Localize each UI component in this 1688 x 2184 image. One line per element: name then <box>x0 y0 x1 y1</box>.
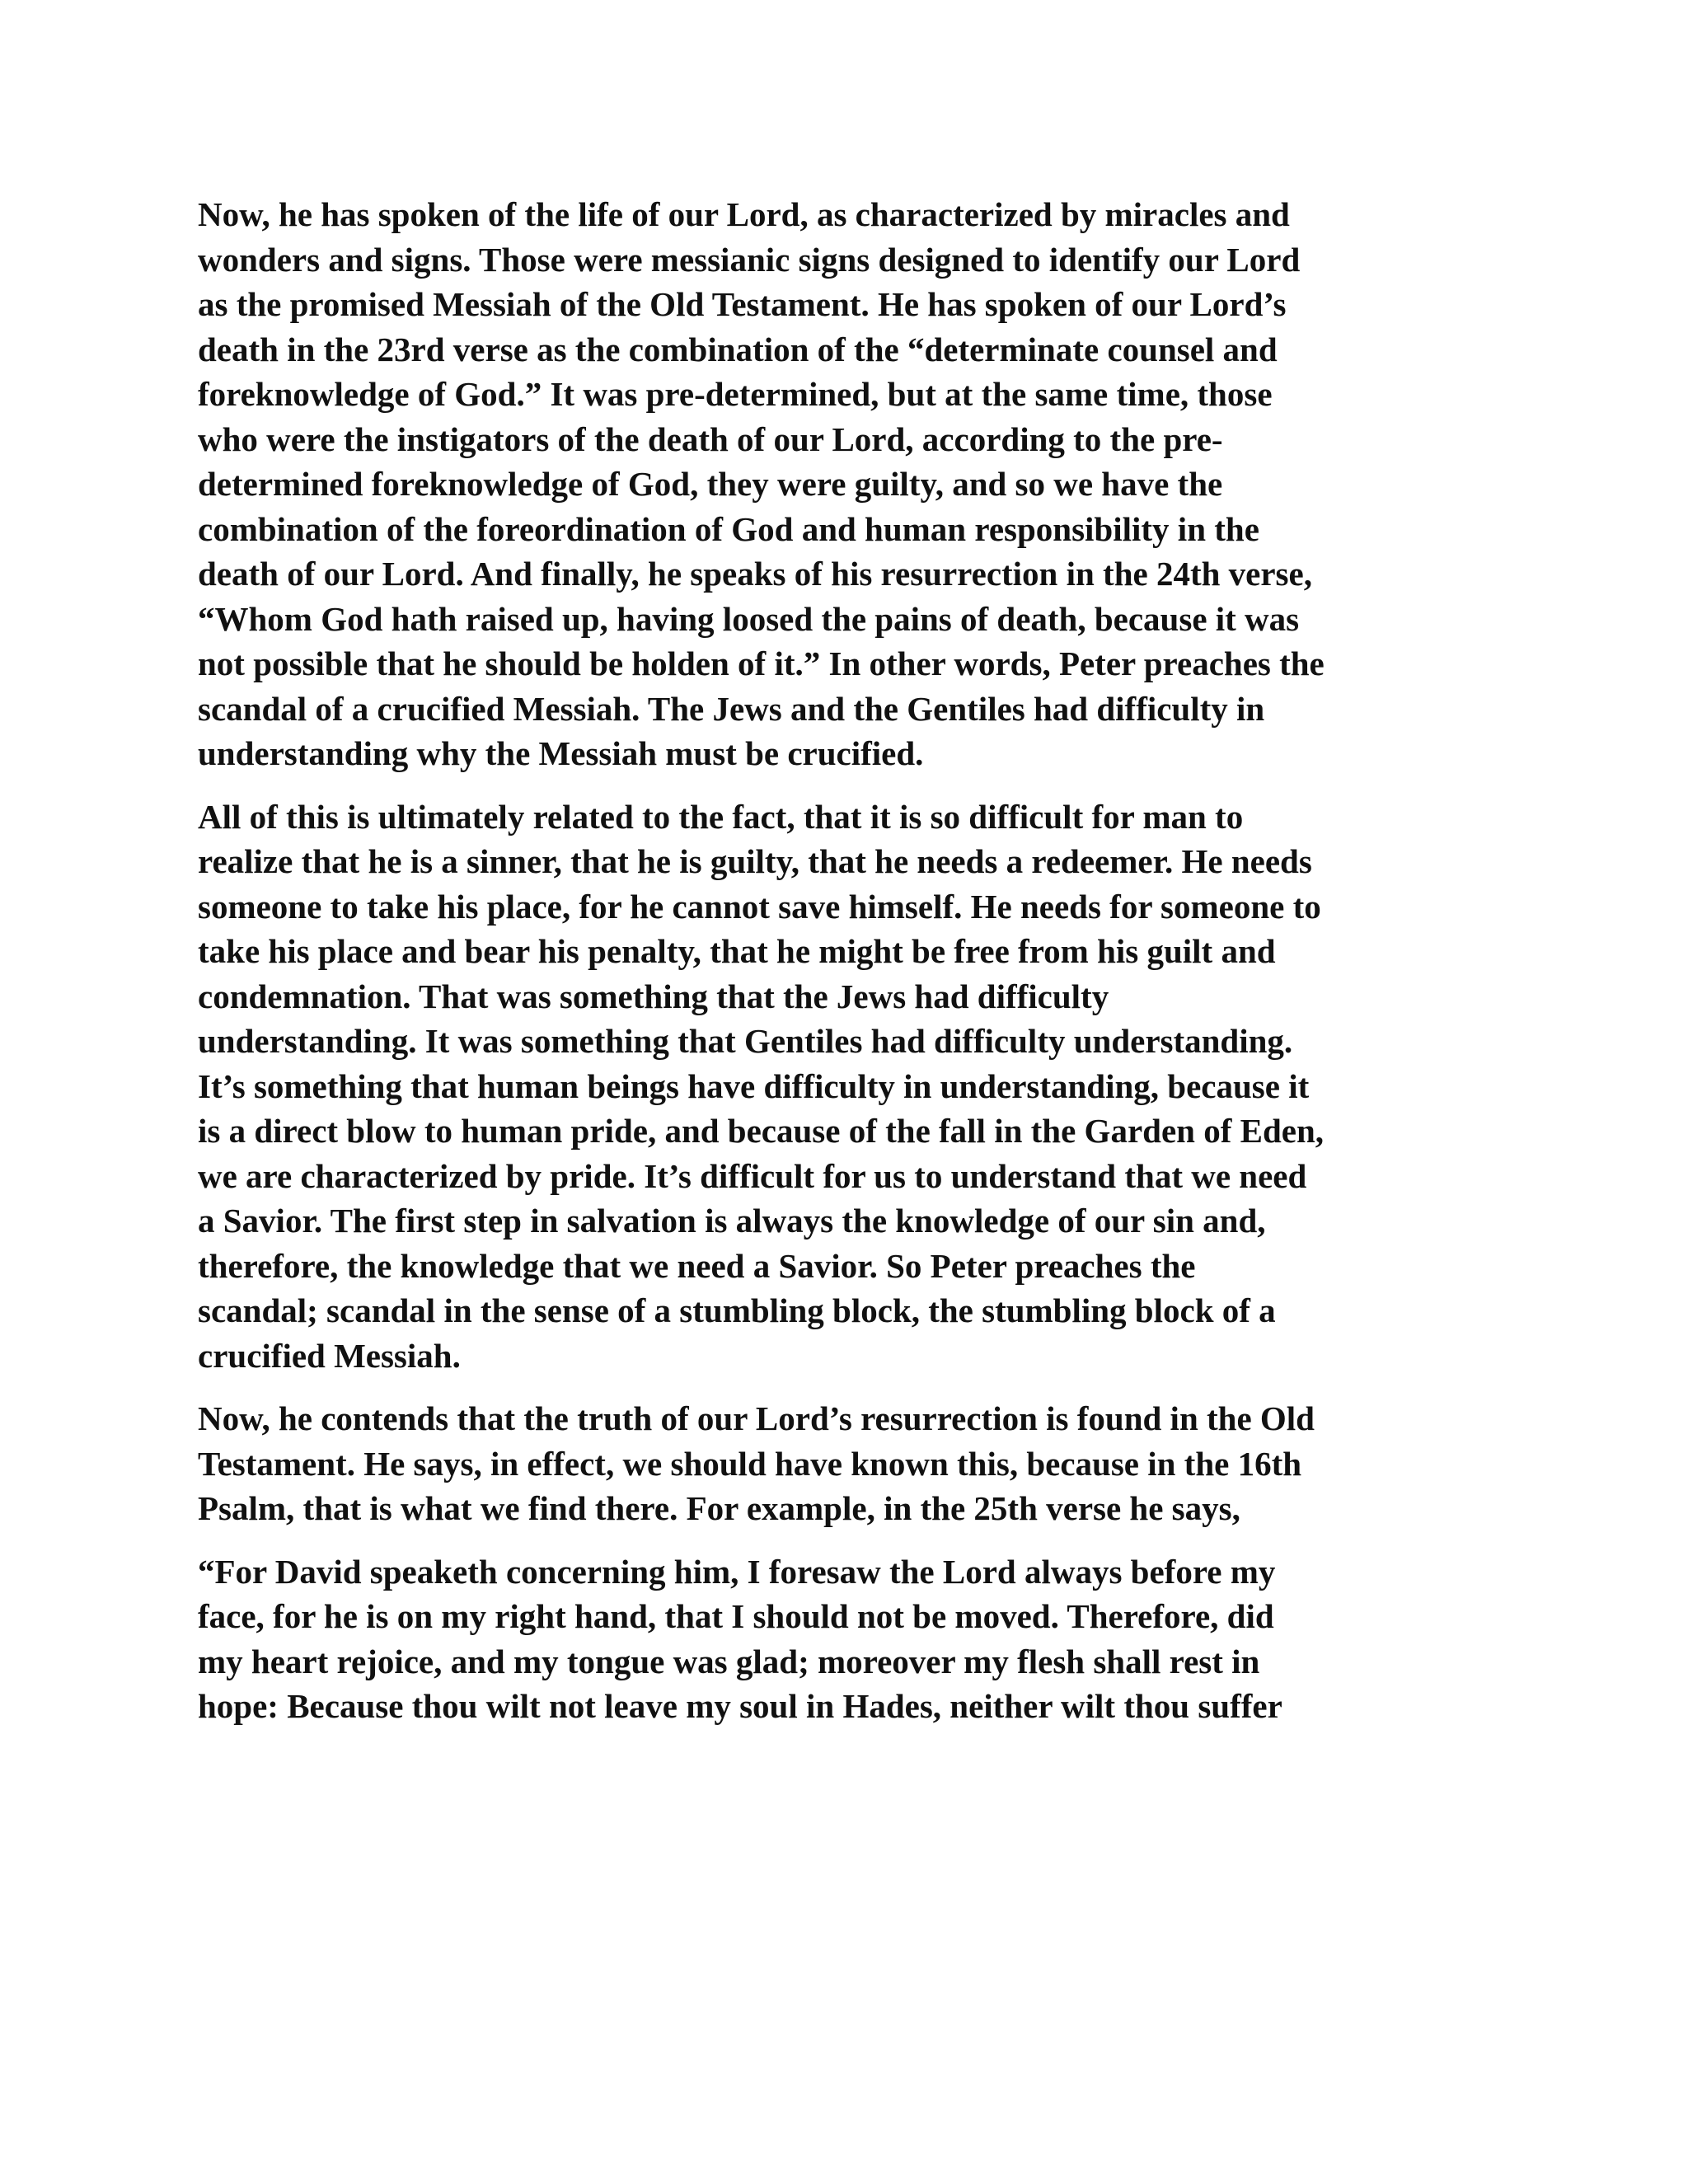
text-line: a Savior. The first step in salvation is always the knowledge of our sin and, <box>198 1202 1266 1240</box>
quotation-paragraph <box>198 1549 1517 1729</box>
text-line: understanding why the Messiah must be crucified. <box>198 734 924 772</box>
text-line: therefore, the knowledge that we need a Savior. So Peter preaches the <box>198 1246 1196 1285</box>
text-line: as the promised Messiah of the Old Testament. He has spoken of our Lord’s <box>198 285 1287 323</box>
paragraph-3 <box>198 1396 1517 1531</box>
paragraph-2 <box>198 794 1517 1379</box>
text-line: determined foreknowledge of God, they were guilty, and so we have the <box>198 465 1223 503</box>
text-line: combination of the foreordination of God and human responsibility in the <box>198 509 1259 548</box>
text-line: hope: Because thou wilt not leave my soul in Hades, neither wilt thou suffer <box>198 1687 1282 1725</box>
text-line: take his place and bear his penalty, that he might be free from his guilt and <box>198 932 1276 970</box>
text-line: Now, he contends that the truth of our Lord’s resurrection is found in the Old <box>198 1399 1315 1437</box>
text-line: is a direct blow to human pride, and because of the fall in the Garden of Eden, <box>198 1112 1324 1150</box>
text-line: “For David speaketh concerning him, I foresaw the Lord always before my <box>198 1552 1276 1591</box>
text-line: Psalm, that is what we find there. For example, in the 25th verse he says, <box>198 1489 1240 1527</box>
text-line: death of our Lord. And finally, he speaks of his resurrection in the 24th verse, <box>198 555 1312 593</box>
text-line: not possible that he should be holden of it.” In other words, Peter preaches the <box>198 644 1325 682</box>
text-line: realize that he is a sinner, that he is guilty, that he needs a redeemer. He needs <box>198 842 1312 880</box>
text-line: foreknowledge of God.” It was pre-determined, but at the same time, those <box>198 375 1273 413</box>
text-line: death in the 23rd verse as the combination of the “determinate counsel and <box>198 330 1278 368</box>
document-body <box>198 192 1517 1747</box>
text-line: crucified Messiah. <box>198 1336 461 1375</box>
text-line: who were the instigators of the death of our Lord, according to the pre- <box>198 419 1223 458</box>
text-line: face, for he is on my right hand, that I should not be moved. Therefore, did <box>198 1597 1274 1635</box>
text-line: wonders and signs. Those were messianic signs designed to identify our Lord <box>198 240 1301 279</box>
text-line: understanding. It was something that Gentiles had difficulty understanding. <box>198 1022 1293 1060</box>
text-line: someone to take his place, for he cannot save himself. He needs for someone to <box>198 887 1321 926</box>
text-line: “Whom God hath raised up, having loosed the pains of death, because it was <box>198 599 1300 638</box>
text-line: we are characterized by pride. It’s difficult for us to understand that we need <box>198 1156 1307 1195</box>
text-line: Now, he has spoken of the life of our Lord, as characterized by miracles and <box>198 195 1290 233</box>
text-line: condemnation. That was something that the Jews had difficulty <box>198 977 1109 1015</box>
text-line: Testament. He says, in effect, we should have known this, because in the 16th <box>198 1444 1302 1483</box>
text-line: scandal of a crucified Messiah. The Jews and the Gentiles had difficulty in <box>198 689 1265 728</box>
text-line: my heart rejoice, and my tongue was glad; moreover my flesh shall rest in <box>198 1642 1260 1680</box>
paragraph-1 <box>198 192 1517 776</box>
text-line: All of this is ultimately related to the fact, that it is so difficult for man to <box>198 797 1244 836</box>
text-line: scandal; scandal in the sense of a stumbling block, the stumbling block of a <box>198 1291 1276 1329</box>
text-line: It’s something that human beings have difficulty in understanding, because it <box>198 1066 1310 1105</box>
